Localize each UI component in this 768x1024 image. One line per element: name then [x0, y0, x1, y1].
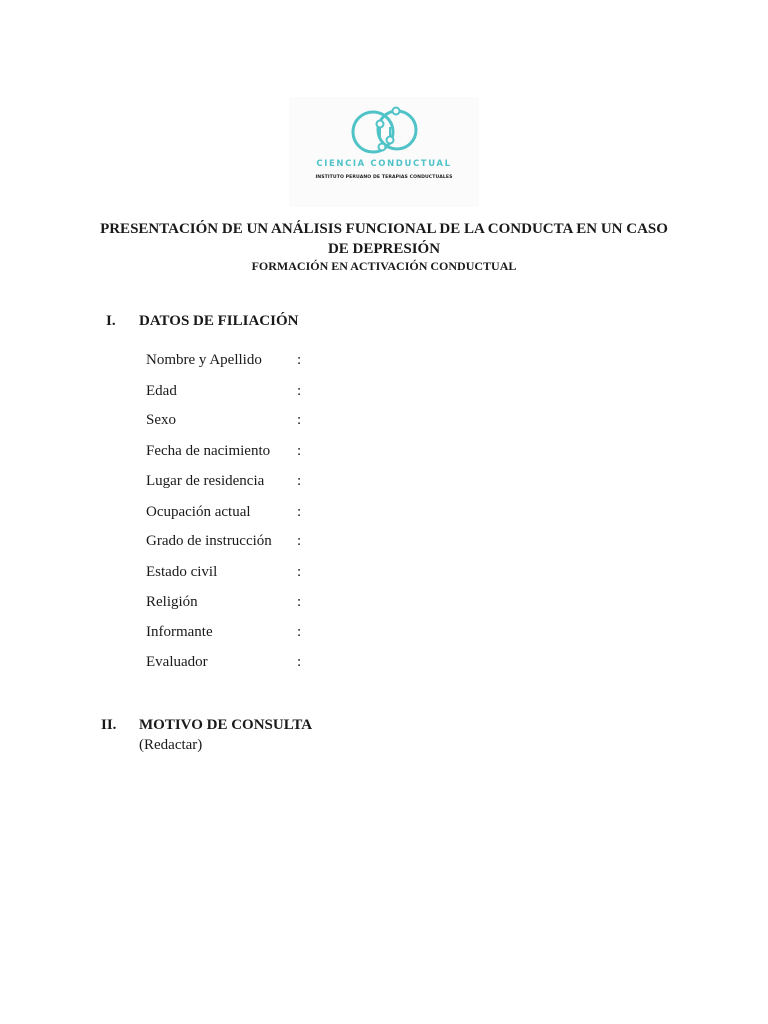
field-label: Grado de instrucción: [146, 533, 272, 549]
field-colon: :: [297, 473, 302, 489]
field-colon: :: [297, 443, 302, 459]
field-colon: :: [297, 564, 302, 580]
field-label: Edad: [146, 383, 177, 399]
section-title: MOTIVO DE CONSULTA: [139, 717, 313, 733]
section-number: I.: [106, 313, 116, 329]
field-label: Evaluador: [146, 654, 208, 670]
section-title: DATOS DE FILIACIÓN: [139, 313, 299, 329]
field-colon: :: [297, 533, 302, 549]
field-label: Lugar de residencia: [146, 473, 265, 489]
field-colon: :: [297, 383, 302, 399]
field-colon: :: [297, 412, 302, 428]
section-note: (Redactar): [139, 737, 203, 753]
field-colon: :: [297, 624, 302, 640]
field-colon: :: [297, 504, 302, 520]
section-number: II.: [101, 717, 117, 733]
document-subtitle: FORMACIÓN EN ACTIVACIÓN CONDUCTUAL: [251, 259, 517, 273]
field-label: Fecha de nacimiento: [146, 443, 271, 459]
logo: [289, 97, 479, 207]
field-label: Ocupación actual: [146, 504, 251, 520]
document-title: PRESENTACIÓN DE UN ANÁLISIS FUNCIONAL DE LA CONDUCTA EN UN CASO DE DEPRESIÓN: [100, 221, 668, 257]
field-colon: :: [297, 654, 302, 670]
field-label: Estado civil: [146, 564, 218, 580]
field-colon: :: [297, 594, 302, 610]
field-label: Religión: [146, 594, 198, 610]
logo-name: CIENCIA CONDUCTUAL: [316, 159, 452, 169]
logo-subtitle: INSTITUTO PERUANO DE TERAPIAS CONDUCTUALES: [315, 175, 453, 180]
field-label: Informante: [146, 624, 213, 640]
field-colon: :: [297, 352, 302, 368]
field-label: Sexo: [146, 412, 176, 428]
logo-mark-icon: [289, 97, 479, 159]
field-label: Nombre y Apellido: [146, 352, 262, 368]
